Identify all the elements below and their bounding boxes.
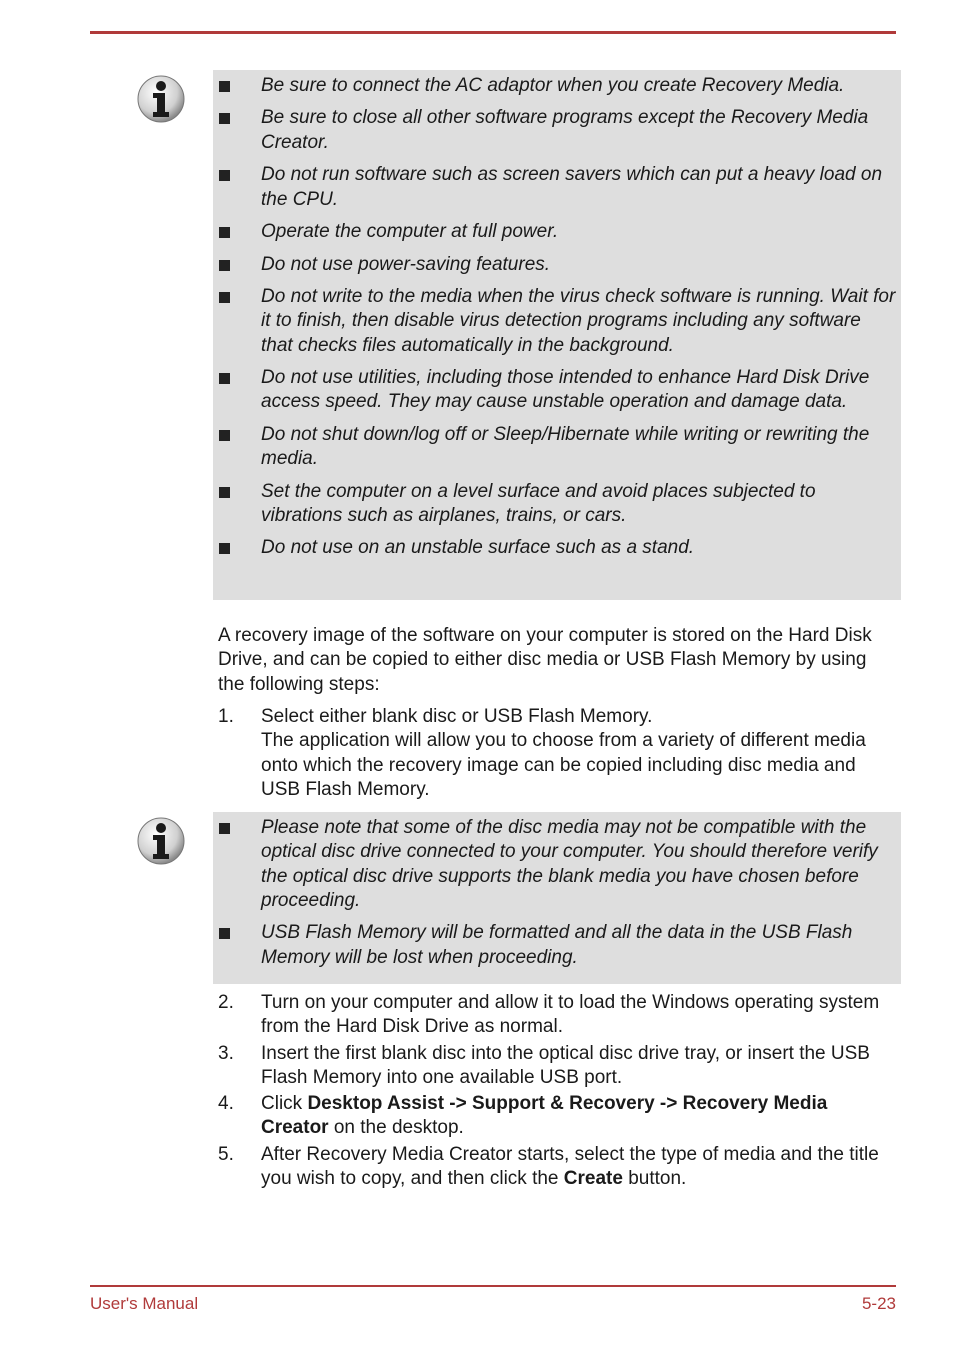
note-item: Do not write to the media when the virus check software is running. Wait for it to finish, then disable virus detection programs including any software that checks files automatically in the background. — [213, 285, 897, 358]
menu-path: Desktop Assist -> Support & Recovery -> Recovery Media Creator — [261, 1093, 828, 1139]
steps-list-part1 — [218, 705, 898, 804]
info-icon — [136, 816, 186, 866]
note-item: Operate the computer at full power. — [213, 220, 897, 244]
square-bullet-icon — [219, 430, 230, 441]
note-box-precautions — [213, 70, 901, 600]
square-bullet-icon — [219, 81, 230, 92]
note-item: Do not shut down/log off or Sleep/Hibernate while writing or rewriting the media. — [213, 423, 897, 472]
step-item: 1. Select either blank disc or USB Flash Memory. The application will allow you to choose from a variety of different media onto which the recovery image can be copied including disc media and USB Flash Memory. — [218, 706, 866, 800]
square-bullet-icon — [219, 260, 230, 271]
note-item: Do not run software such as screen savers which can put a heavy load on the CPU. — [213, 163, 897, 212]
footer-manual-title: User's Manual — [90, 1294, 199, 1313]
button-name: Create — [563, 1168, 623, 1190]
note-box-media — [213, 812, 901, 984]
square-bullet-icon — [219, 170, 230, 181]
footer-page-number: 5-23 — [861, 1294, 896, 1313]
info-icon — [136, 74, 186, 124]
note-item: USB Flash Memory will be formatted and all the data in the USB Flash Memory will be lost when proceeding. — [213, 921, 897, 970]
note-item: Set the computer on a level surface and avoid places subjected to vibrations such as airplanes, trains, or cars. — [213, 480, 897, 529]
square-bullet-icon — [219, 543, 230, 554]
step-item: 4. Click Desktop Assist -> Support & Recovery -> Recovery Media Creator on the desktop. — [218, 1093, 828, 1139]
square-bullet-icon — [219, 227, 230, 238]
note-item: Be sure to close all other software programs except the Recovery Media Creator. — [213, 106, 897, 155]
note-item: Be sure to connect the AC adaptor when you create Recovery Media. — [213, 74, 897, 98]
step-item: 3. Insert the first blank disc into the optical disc drive tray, or insert the USB Flash Memory into one available USB port. — [218, 1042, 870, 1088]
square-bullet-icon — [219, 113, 230, 124]
square-bullet-icon — [219, 928, 230, 939]
intro-paragraph: A recovery image of the software on your computer is stored on the Hard Disk Drive, and can be copied to either disc media or USB Flash Memory by using the following steps: — [218, 625, 872, 695]
square-bullet-icon — [219, 823, 230, 834]
footer-rule — [90, 1285, 896, 1287]
header-rule — [90, 31, 896, 34]
note-item: Do not use utilities, including those intended to enhance Hard Disk Drive access speed. They may cause unstable operation and damage data. — [213, 366, 897, 415]
step-item: 2. Turn on your computer and allow it to load the Windows operating system from the Hard Disk Drive as normal. — [218, 992, 880, 1038]
note-item: Please note that some of the disc media may not be compatible with the optical disc drive connected to your computer. You should therefore verify the optical disc drive supports the blank media you have chosen before proceeding. — [213, 816, 897, 913]
steps-list-part2 — [218, 991, 898, 1193]
step-item: 5. After Recovery Media Creator starts, select the type of media and the title you wish to copy, and then click the Create button. — [218, 1143, 879, 1190]
note-item: Do not use on an unstable surface such as a stand. — [213, 536, 897, 560]
square-bullet-icon — [219, 373, 230, 384]
square-bullet-icon — [219, 487, 230, 498]
note-item: Do not use power-saving features. — [213, 253, 897, 277]
square-bullet-icon — [219, 292, 230, 303]
